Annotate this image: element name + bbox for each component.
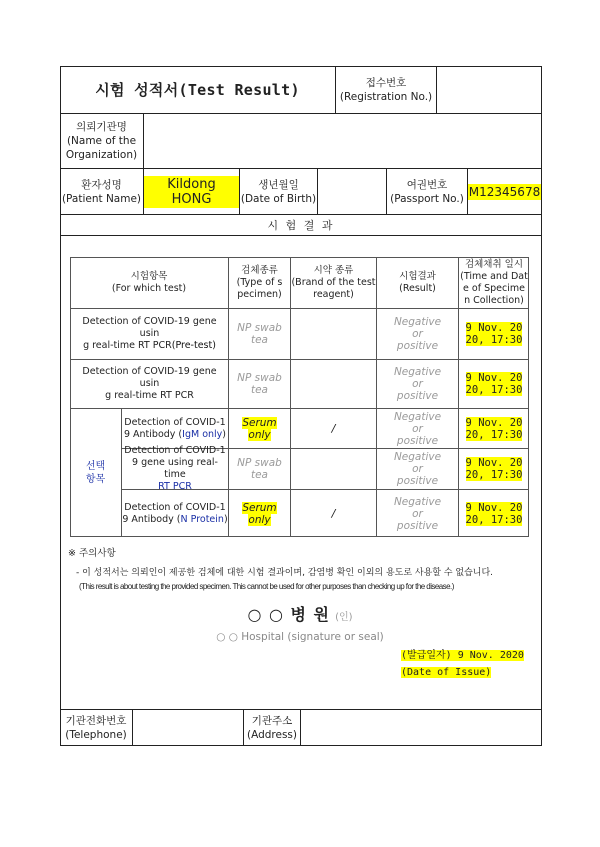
row-4-result-line-2: or [412,463,423,475]
header-specimen-type-en-2: pecimen) [237,288,282,300]
row-3-test-line-2: 9 Antibody ( [123,428,183,440]
table-row-3-specimen [229,409,290,448]
registration-label-ko: 접수번호 [365,76,407,89]
row-1-result-line-3: positive [396,340,439,352]
issue-date [401,649,524,679]
registration-value [437,66,541,113]
row-5-test-line-2: 9 Antibody ( [122,513,181,525]
address-label-en: (Address) [246,729,297,741]
header-test-item-en: (For which test) [111,282,187,294]
organization-label-en-2: Organization) [65,149,138,161]
row-2-test-line-2: g real-time RT PCR [105,390,194,401]
row-5-reagent-value: / [331,507,336,520]
header-collection-time-en-2: e of Specime [463,282,525,294]
dob-label-ko: 생년월일 [258,178,299,191]
header-reagent-ko: 시약 종류 [313,264,354,276]
dob-value [318,169,386,214]
row-3-test-close: ) [222,428,227,440]
dob-label [240,169,317,214]
header-specimen-type-ko: 검체종류 [241,264,278,276]
notes-line-ko: - 이 성적서는 의뢰인이 제공한 검체에 대한 시험 결과이며, 감염병 확인 이외의 용도로 사용할 수 없습니다. [76,568,494,578]
table-row-4-date [459,449,529,489]
row-5-result-line-2: or [412,507,423,520]
table-row-5-result [377,490,458,537]
organization-value [144,114,541,168]
issue-date-label: (Date of Issue) [401,667,492,678]
row-1-result-line-2: or [412,328,423,340]
address-value [301,710,541,746]
header-collection-time [459,257,529,308]
table-row-4-reagent [291,449,376,489]
table-row-1-date [459,309,529,359]
row-1-specimen-line-2: tea [250,334,268,346]
patient-name-label [60,169,143,214]
row-3-reagent-value: / [331,422,336,435]
table-row-1-reagent [291,309,376,359]
patient-name-value: Kildong HONG [144,176,239,208]
address-label [244,710,300,746]
row-2-date-line-1: 9 Nov. 20 [465,372,523,384]
row-4-test-line-2: 9 gene using real-time [132,457,218,480]
results-heading: 시 험 결 과 [267,219,335,232]
passport-label-ko: 여권번호 [406,178,448,191]
table-row-1-test [72,309,227,359]
row-3-result-line-1: Negative [393,410,442,423]
row-2-result-line-1: Negative [393,366,442,378]
row-3-specimen-line-2: only [248,428,271,441]
header-result-en: (Result) [399,282,436,294]
optional-items-label [70,409,121,537]
row-2-specimen-line-1: NP swab [237,372,282,384]
row-2-date-line-2: 20, 17:30 [465,384,523,396]
row-5-specimen-line-2: only [248,513,271,526]
hospital-name-en: ○ ○ Hospital (signature or seal) [216,631,384,643]
row-2-test-line-1: Detection of COVID-19 gene usin [82,366,217,389]
notes-heading: ※ 주의사항 [68,548,116,559]
telephone-label-en: (Telephone) [65,729,127,741]
row-3-date-line-1: 9 Nov. 20 [465,416,523,429]
optional-label-line-1: 선택 [85,461,106,472]
dob-label-en: (Date of Birth) [240,192,317,205]
table-row-1-result [377,309,458,359]
row-5-result-line-3: positive [396,519,439,532]
notes-line-en: (This result is about testing the provided specimen. This cannot be used for other purposes than checking up for the disease.) [79,582,454,591]
table-row-2-date [459,360,529,408]
row-2-result-line-3: positive [396,390,439,402]
table-row-1-specimen [229,309,290,359]
table-row-2-specimen [229,360,290,408]
table-row-4-test [122,445,228,492]
header-reagent-en-1: (Brand of the test [291,276,376,288]
table-row-5-test [122,490,228,537]
header-test-item-ko: 시험항목 [130,270,168,282]
row-5-test-nprotein: N Protein [180,513,224,525]
patient-name-label-ko: 환자성명 [81,178,122,191]
passport-label [387,169,467,214]
hospital-seal: (인) [335,611,353,623]
row-1-specimen-line-1: NP swab [237,322,282,334]
row-3-result-line-3: positive [396,434,439,447]
row-1-test-line-1: Detection of COVID-19 gene usin [82,316,217,339]
patient-name-value-cell [144,169,239,214]
row-1-date-line-1: 9 Nov. 20 [465,322,523,334]
issue-date-line: (발급일자) 9 Nov. 2020 [401,650,524,661]
row-5-date-line-2: 20, 17:30 [465,513,523,526]
telephone-label [60,710,132,746]
header-reagent [291,257,376,308]
organization-label-ko: 의뢰기관명 [76,121,127,133]
row-1-date-line-2: 20, 17:30 [465,334,523,346]
row-4-date-line-2: 20, 17:30 [465,469,523,481]
organization-label [60,114,143,168]
header-specimen-type-en-1: (Type of s [236,276,283,288]
registration-label [336,66,436,113]
row-3-result-line-2: or [412,422,423,435]
row-5-test-line-1: Detection of COVID-1 [124,501,226,513]
header-reagent-en-2: reagent) [313,288,354,300]
table-row-5-date [459,490,529,537]
address-label-ko: 기관주소 [251,715,293,727]
row-4-test-line-3: RT PCR [158,481,192,492]
header-result [377,257,458,308]
table-row-2-test [72,360,227,408]
registration-label-en: (Registration No.) [339,90,433,103]
table-row-3-date [459,409,529,448]
patient-name-label-en: (Patient Name) [61,192,142,205]
passport-value: M12345678 [468,184,541,199]
row-4-specimen-line-2: tea [250,469,268,481]
row-5-result-line-1: Negative [393,495,442,508]
passport-label-en: (Passport No.) [390,192,464,205]
header-title-cell [60,66,335,113]
passport-value-cell [468,169,541,214]
header-specimen-type [229,257,290,308]
row-3-specimen-line-1: Serum [242,416,277,429]
table-row-3-reagent [291,409,376,448]
table-row-2-reagent [291,360,376,408]
row-3-date-line-2: 20, 17:30 [465,428,523,441]
row-4-result-line-3: positive [396,475,439,487]
header-collection-time-ko: 검체채취 일시 [464,258,524,270]
table-row-4-specimen [229,449,290,489]
hospital-name-row [150,600,450,626]
table-row-4-result [377,449,458,489]
row-5-date-line-1: 9 Nov. 20 [465,501,523,514]
header-test-item [70,257,228,308]
row-1-test-pretest: (Pre-test) [171,340,216,351]
row-1-test-line-2: g real-time RT PCR [83,340,172,351]
header-result-ko: 시험결과 [399,270,436,282]
row-4-result-line-1: Negative [393,451,442,463]
row-1-result-line-1: Negative [393,316,442,328]
table-row-3-result [377,409,458,448]
row-4-specimen-line-1: NP swab [237,457,282,469]
row-5-specimen-line-1: Serum [242,501,277,514]
row-5-test-close: ) [223,513,228,525]
row-3-test-igm: IgM only [182,428,223,440]
row-4-test-line-1: Detection of COVID-1 [124,445,226,456]
row-4-date-line-1: 9 Nov. 20 [465,457,523,469]
header-collection-time-en-1: (Time and Dat [460,270,528,282]
table-row-5-reagent [291,490,376,537]
table-row-5-specimen [229,490,290,537]
telephone-label-ko: 기관전화번호 [65,715,127,727]
table-row-2-result [377,360,458,408]
organization-label-en-1: (Name of the [66,135,137,147]
header-collection-time-en-3: n Collection) [464,294,524,306]
telephone-value [133,710,243,746]
row-3-test-line-1: Detection of COVID-1 [124,416,226,428]
optional-label-line-2: 항목 [85,474,106,485]
page-title: 시험 성적서(Test Result) [95,81,300,99]
hospital-name-ko: ○ ○ 병 원 [247,604,330,624]
divider [60,235,542,236]
row-2-result-line-2: or [412,378,423,390]
row-2-specimen-line-2: tea [250,384,268,396]
table-row-3-test [122,409,228,448]
